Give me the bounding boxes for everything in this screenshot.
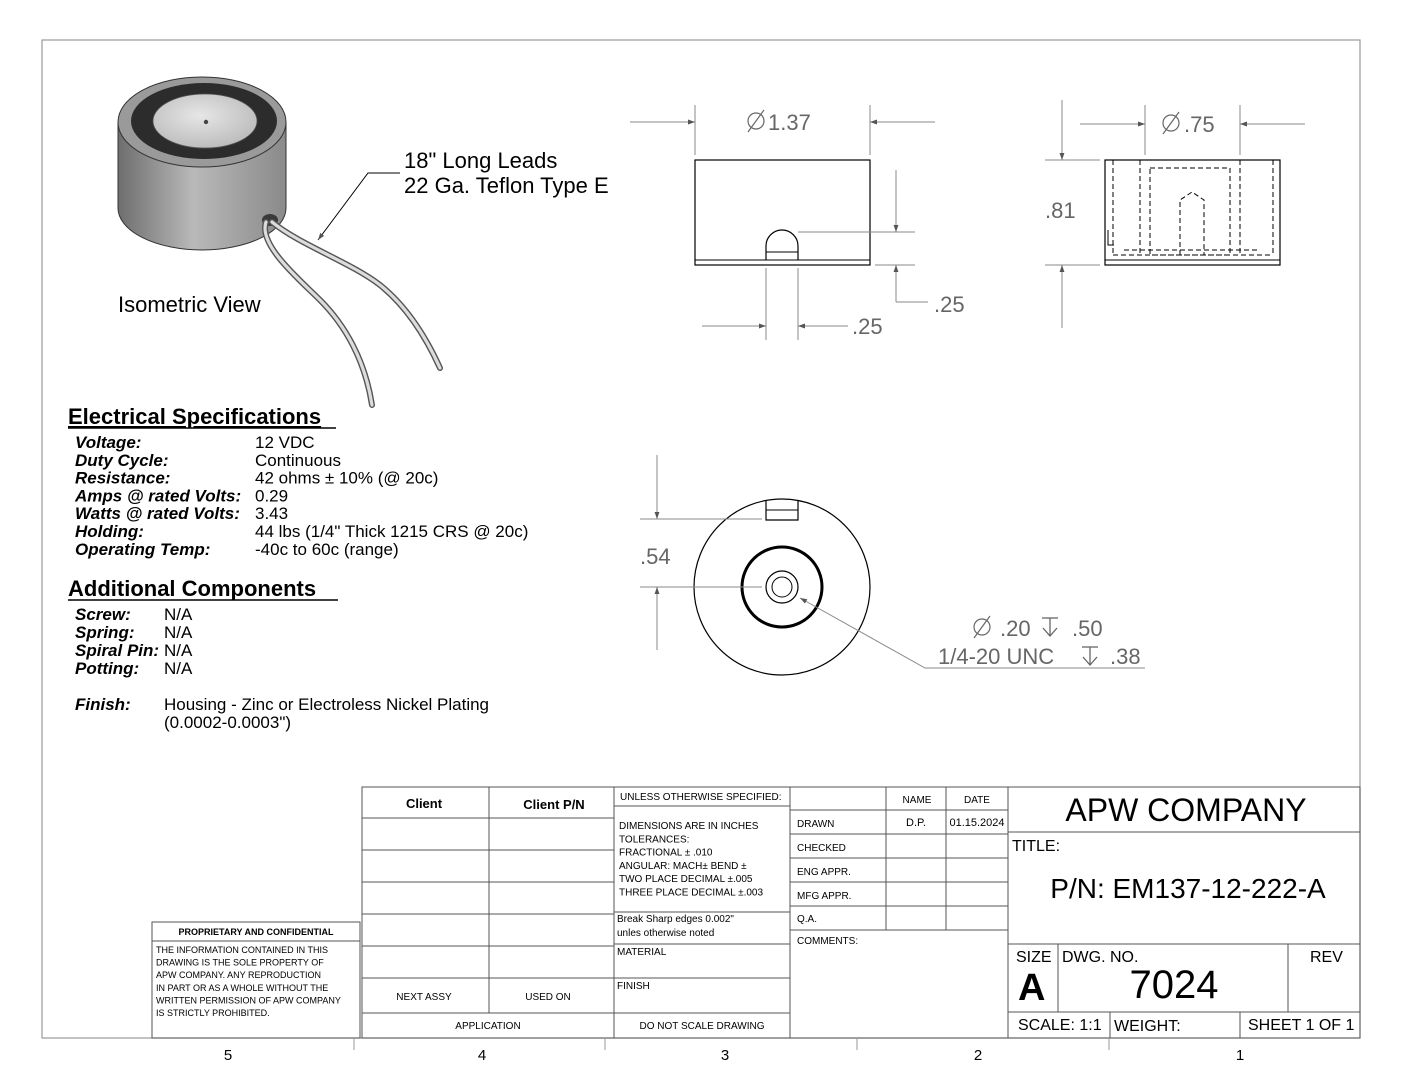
component-value: N/A bbox=[164, 605, 193, 624]
spec-value: -40c to 60c (range) bbox=[255, 539, 399, 559]
leads-note-line2: 22 Ga. Teflon Type E bbox=[404, 173, 609, 198]
finish-field-label: FINISH bbox=[617, 981, 650, 992]
proprietary-line: IS STRICTLY PROHIBITED. bbox=[156, 1008, 270, 1018]
spec-label: Voltage: bbox=[75, 433, 142, 452]
zone-label: 2 bbox=[973, 1047, 983, 1064]
scale-label: SCALE: 1:1 bbox=[1018, 1017, 1102, 1034]
title-label: TITLE: bbox=[1012, 838, 1061, 855]
client-header: Client bbox=[405, 796, 443, 811]
zone-markers bbox=[354, 1038, 1109, 1050]
spec-value: 3.43 bbox=[255, 504, 289, 524]
leads-leader-line bbox=[318, 173, 400, 240]
tolerance-line: DIMENSIONS ARE IN INCHES bbox=[619, 821, 759, 832]
date-header: DATE bbox=[964, 795, 990, 806]
spec-label: Watts @ rated Volts: bbox=[75, 504, 240, 524]
eng-appr-label: ENG APPR. bbox=[797, 867, 851, 878]
mfg-appr-label: MFG APPR. bbox=[797, 891, 852, 902]
isometric-view bbox=[118, 77, 609, 405]
side-diameter-dim: .75 bbox=[1184, 112, 1215, 137]
tolerance-line: TWO PLACE DECIMAL ±.005 bbox=[619, 874, 753, 886]
additional-heading: Additional Components bbox=[68, 576, 317, 601]
drawn-label: DRAWN bbox=[797, 819, 835, 830]
diameter-symbol-icon bbox=[1163, 112, 1179, 134]
proprietary-line: DRAWING IS THE SOLE PROPERTY OF bbox=[156, 957, 324, 968]
application-label: APPLICATION bbox=[455, 1021, 521, 1032]
front-view bbox=[630, 105, 965, 340]
weight-label: WEIGHT: bbox=[1114, 1018, 1181, 1035]
component-value: N/A bbox=[164, 659, 193, 678]
zone-label: 5 bbox=[223, 1047, 233, 1064]
finish-label: Finish: bbox=[75, 695, 131, 714]
component-value: N/A bbox=[164, 623, 193, 642]
dwg-no-label: DWG. NO. bbox=[1062, 949, 1139, 966]
rev-label: REV bbox=[1310, 949, 1343, 966]
thread-callout: 1/4-20 UNC bbox=[938, 644, 1055, 669]
diameter-symbol-icon bbox=[748, 110, 764, 132]
zone-label: 1 bbox=[1235, 1047, 1245, 1064]
component-label: Screw: bbox=[75, 605, 131, 624]
diameter-symbol-icon bbox=[974, 616, 990, 638]
spec-value: 12 VDC bbox=[255, 433, 315, 452]
client-pn-header: Client P/N bbox=[523, 797, 585, 812]
spec-value: 0.29 bbox=[255, 486, 289, 506]
front-diameter-dim: 1.37 bbox=[768, 110, 811, 135]
finish-value-line2: (0.0002-0.0003") bbox=[164, 713, 292, 732]
spec-value: 44 lbs (1/4" Thick 1215 CRS @ 20c) bbox=[255, 522, 529, 541]
additional-components bbox=[68, 576, 489, 732]
depth-symbol-icon bbox=[1082, 647, 1098, 665]
electrical-heading: Electrical Specifications bbox=[68, 404, 322, 429]
thread-depth-callout: .38 bbox=[1110, 644, 1141, 669]
qa-label: Q.A. bbox=[797, 914, 818, 925]
bottom-offset-dim: .54 bbox=[640, 544, 671, 569]
spec-value: Continuous bbox=[255, 450, 342, 470]
height-dim: .81 bbox=[1045, 198, 1076, 223]
leads-note-line1: 18" Long Leads bbox=[404, 148, 558, 173]
comments-label: COMMENTS: bbox=[797, 936, 859, 947]
component-label: Spring: bbox=[75, 623, 135, 642]
material-label: MATERIAL bbox=[617, 947, 667, 958]
tolerance-line: ANGULAR: MACH± BEND ± bbox=[619, 860, 747, 872]
proprietary-heading: PROPRIETARY AND CONFIDENTIAL bbox=[178, 927, 334, 937]
size-label: SIZE bbox=[1016, 949, 1052, 966]
do-not-scale-label: DO NOT SCALE DRAWING bbox=[639, 1021, 765, 1032]
drawn-name: D.P. bbox=[906, 817, 926, 829]
spec-label: Duty Cycle: bbox=[75, 450, 169, 470]
proprietary-line: WRITTEN PERMISSION OF APW COMPANY bbox=[156, 995, 341, 1006]
company-name: APW COMPANY bbox=[1065, 792, 1307, 828]
sheet-label: SHEET 1 OF 1 bbox=[1248, 1017, 1355, 1034]
component-label: Potting: bbox=[75, 659, 140, 678]
hole-diameter-callout: .20 bbox=[1000, 616, 1031, 641]
hole-depth-callout: .50 bbox=[1072, 616, 1103, 641]
slot-width-dim: .25 bbox=[852, 314, 883, 339]
proprietary-line: APW COMPANY. ANY REPRODUCTION bbox=[156, 970, 322, 981]
tolerance-line: FRACTIONAL ± .010 bbox=[619, 847, 713, 859]
part-number: P/N: EM137-12-222-A bbox=[1050, 873, 1326, 904]
spec-label: Amps @ rated Volts: bbox=[75, 486, 242, 506]
spec-label: Holding: bbox=[75, 522, 144, 541]
checked-label: CHECKED bbox=[797, 843, 846, 854]
bottom-view bbox=[640, 455, 1145, 675]
break-edges-line2: unles otherwise noted bbox=[617, 928, 715, 939]
electrical-specifications bbox=[68, 404, 528, 559]
spec-label: Resistance: bbox=[75, 468, 171, 488]
break-edges-line1: Break Sharp edges 0.002" bbox=[617, 914, 734, 925]
depth-symbol-icon bbox=[1042, 618, 1058, 636]
isometric-view-label: Isometric View bbox=[118, 292, 261, 317]
component-value: N/A bbox=[164, 641, 193, 660]
side-view bbox=[1045, 100, 1305, 328]
title-block bbox=[362, 787, 1360, 1038]
proprietary-line: THE INFORMATION CONTAINED IN THIS bbox=[156, 945, 329, 955]
slot-height-dim: .25 bbox=[934, 292, 965, 317]
drawn-date: 01.15.2024 bbox=[949, 817, 1005, 829]
proprietary-notice bbox=[152, 922, 360, 1038]
zone-label: 4 bbox=[477, 1047, 487, 1064]
tolerance-line: TOLERANCES: bbox=[619, 834, 690, 846]
size-value: A bbox=[1018, 967, 1046, 1009]
unless-specified: UNLESS OTHERWISE SPECIFIED: bbox=[620, 792, 782, 803]
next-assy-label: NEXT ASSY bbox=[396, 992, 452, 1003]
name-header: NAME bbox=[902, 795, 932, 806]
proprietary-line: IN PART OR AS A WHOLE WITHOUT THE bbox=[156, 982, 329, 993]
finish-value-line1: Housing - Zinc or Electroless Nickel Plating bbox=[164, 695, 490, 714]
spec-value: 42 ohms ± 10% (@ 20c) bbox=[255, 468, 439, 488]
zone-label: 3 bbox=[720, 1047, 730, 1064]
dwg-number: 7024 bbox=[1129, 963, 1219, 1007]
spec-label: Operating Temp: bbox=[75, 539, 211, 559]
component-label: Spiral Pin: bbox=[75, 641, 160, 660]
tolerance-line: THREE PLACE DECIMAL ±.003 bbox=[619, 887, 764, 899]
used-on-label: USED ON bbox=[525, 992, 571, 1003]
